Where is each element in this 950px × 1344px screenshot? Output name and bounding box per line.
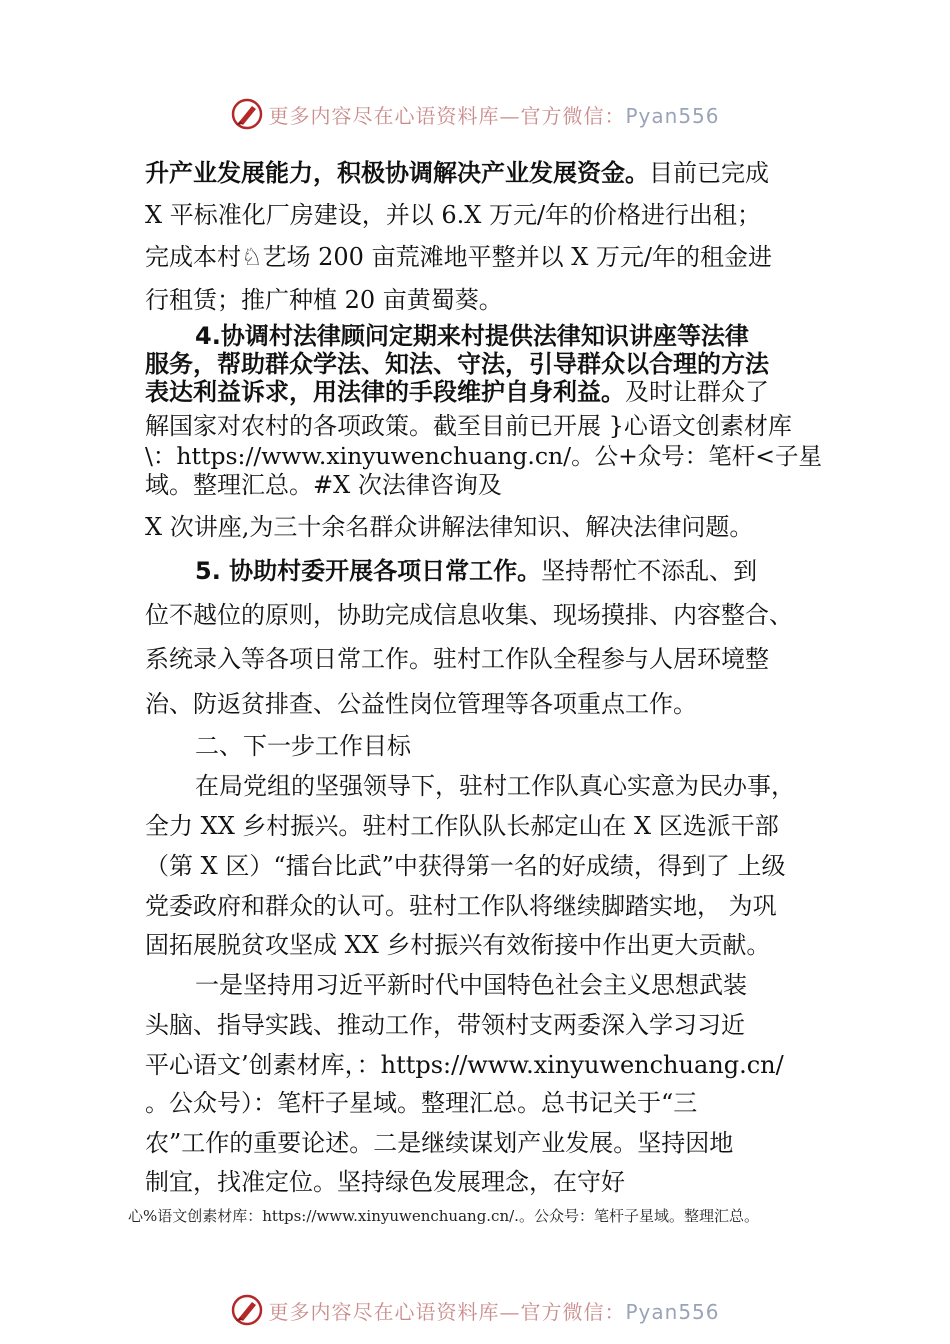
text-line xyxy=(145,349,769,379)
bold-text-run: 5. 协助村委开展各项日常工作。 xyxy=(195,557,542,585)
text-run: 二、下一步工作目标 xyxy=(195,732,411,760)
text-line xyxy=(145,1167,625,1197)
bold-text-run: 服务，帮助群众学法、知法、守法，引导群众以合理的方法 xyxy=(145,350,769,378)
bold-text-run: 4.协调村法律顾问定期来村提供法律知识讲座等法律 xyxy=(195,322,749,350)
text-line xyxy=(195,321,749,351)
text-run: 位不越位的原则，协助完成信息收集、现场摸排、内容整合、 xyxy=(145,601,793,629)
text-line xyxy=(145,930,770,960)
text-run: 全力 XX 乡村振兴。驻村工作队队长郝定山在 X 区选派干部 xyxy=(145,812,779,840)
text-run: 系统录入等各项日常工作。驻村工作队全程参与人居环境整 xyxy=(145,645,769,673)
text-line xyxy=(145,851,786,881)
text-line xyxy=(145,1128,733,1158)
footer-note: 心%语文创素材库：https://www.xinyuwenchuang.cn/.。公众号：笔杆子星域。整理汇总。 xyxy=(128,1207,759,1225)
text-run: 制宜，找准定位。坚持绿色发展理念，在守好 xyxy=(145,1168,625,1196)
pen-logo-icon xyxy=(230,1293,264,1327)
text-run: 目前已完成 xyxy=(649,159,769,187)
text-line xyxy=(145,441,822,471)
text-run: X 平标准化厂房建设，并以 6.X 万元/年的价格进行出租； xyxy=(145,201,762,229)
text-line xyxy=(145,242,772,272)
text-run: 。公众号）：笔杆子星域。整理汇总。总书记关于“三 xyxy=(145,1089,698,1117)
text-run: 党委政府和群众的认可。驻村工作队将继续脚踏实地， 为巩 xyxy=(145,892,777,920)
text-line xyxy=(145,512,753,542)
text-run: 农”工作的重要论述。二是继续谋划产业发展。坚持因地 xyxy=(145,1129,734,1157)
wechat-id: Pyan556 xyxy=(625,1299,720,1324)
text-run: 固拓展脱贫攻坚成 XX 乡村振兴有效衔接中作出更大贡献。 xyxy=(145,931,771,959)
text-line xyxy=(145,377,769,407)
header-watermark-banner xyxy=(0,94,950,134)
bold-text-run: 升产业发展能力，积极协调解决产业发展资金。 xyxy=(145,159,649,187)
text-line xyxy=(145,411,792,441)
text-run: \：https://www.xinyuwenchuang.cn/。公+众号：笔杆<子星 xyxy=(145,442,822,470)
text-line xyxy=(145,600,793,630)
text-line xyxy=(145,1010,745,1040)
text-line xyxy=(145,1050,784,1080)
text-line xyxy=(145,200,761,230)
text-run: （第 X 区）“擂台比武”中获得第一名的好成绩，得到了 上级 xyxy=(145,852,786,880)
text-line xyxy=(145,644,769,674)
text-line xyxy=(195,771,795,801)
bold-text-run: 表达利益诉求，用法律的手段维护自身利益。 xyxy=(145,378,625,406)
text-run: 域。整理汇总。#X 次法律咨询及 xyxy=(145,471,502,499)
text-line xyxy=(145,158,769,188)
text-run: 头脑、指导实践、推动工作，带领村支两委深入学习习近 xyxy=(145,1011,745,1039)
text-run: 平心语文’创素材库，：https://www.xinyuwenchuang.cn/ xyxy=(145,1051,784,1079)
text-run: 及时让群众了 xyxy=(625,378,769,406)
text-line xyxy=(145,891,777,921)
text-run: 坚持帮忙不添乱、到 xyxy=(541,557,758,585)
text-line xyxy=(145,1088,697,1118)
footer-banner-text: 更多内容尽在心语资料库—官方微信：Pyan556 xyxy=(268,1299,720,1324)
text-run: 在局党组的坚强领导下，驻村工作队真心实意为民办事， xyxy=(195,772,795,800)
wechat-id: Pyan556 xyxy=(625,103,720,128)
text-line xyxy=(195,556,757,586)
text-line xyxy=(145,689,697,719)
text-run: 解国家对农村的各项政策。截至目前已开展 }心语文创素材库 xyxy=(145,412,792,440)
text-run: 行租赁；推广种植 20 亩黄蜀葵。 xyxy=(145,286,503,314)
text-run: 治、防返贫排查、公益性岗位管理等各项重点工作。 xyxy=(145,690,697,718)
text-line xyxy=(195,970,747,1000)
header-banner-text: 更多内容尽在心语资料库—官方微信：Pyan556 xyxy=(268,103,720,128)
text-line xyxy=(145,285,503,315)
text-run: 完成本村♘艺场 200 亩荒滩地平整并以 X 万元/年的租金进 xyxy=(145,243,773,271)
footer-watermark-banner xyxy=(0,1290,950,1330)
text-run: X 次讲座,为三十余名群众讲解法律知识、解决法律问题。 xyxy=(145,513,754,541)
text-line xyxy=(145,470,502,500)
pen-logo-icon xyxy=(230,97,264,131)
text-line xyxy=(145,811,779,841)
text-line xyxy=(195,731,411,761)
text-run: 一是坚持用习近平新时代中国特色社会主义思想武装 xyxy=(195,971,747,999)
